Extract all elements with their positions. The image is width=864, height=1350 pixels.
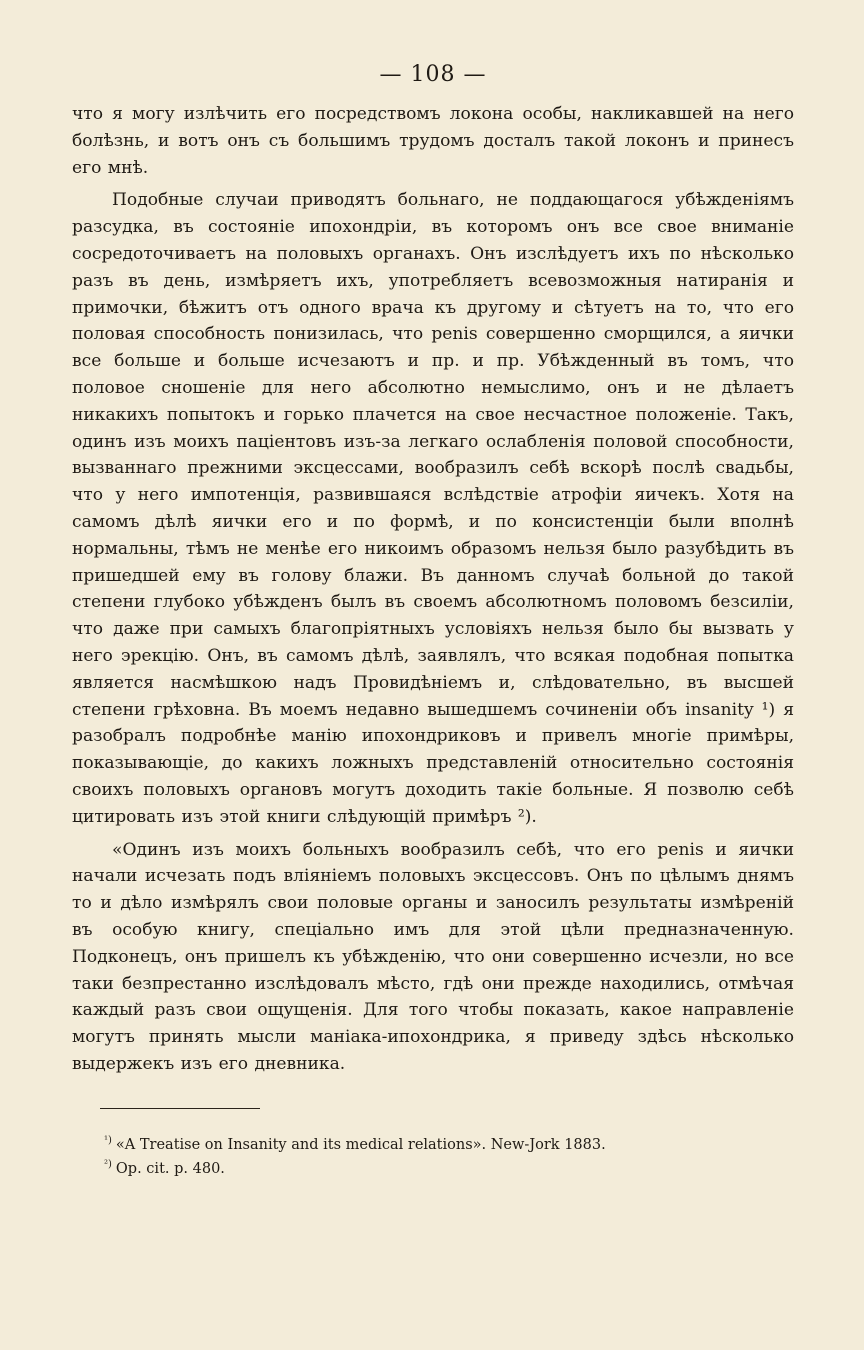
footnote-text: «A Treatise on Insanity and its medical relations». New-Jork 1883. — [115, 1136, 606, 1153]
paragraph-1: что я могу излѣчить его посредствомъ локона особы, накликавшей на него болѣзнь, и вотъ онъ съ большимъ трудомъ досталъ такой локонъ и принесъ его мнѣ. — [72, 104, 794, 178]
footnote-1 — [104, 1131, 794, 1155]
page-number: — 108 — — [379, 62, 487, 87]
footnote-divider — [100, 1108, 260, 1109]
paragraph-2: Подобные случаи приводятъ больнаго, не поддающагося убѣжденіямъ разсудка, въ состояніе ипохондріи, въ которомъ онъ все свое вниманіе сосредоточиваетъ на половыхъ органахъ. Онъ изслѣдуетъ ихъ по нѣсколько разъ въ день, измѣряетъ ихъ, употребляетъ всевозможныя натиранія и примочки, бѣжитъ отъ одного врача къ другому и сѣтуетъ на то, что его половая способность понизилась, что penis совершенно сморщился, а яички все больше и больше исчезаютъ и пр. и пр. Убѣжденный въ томъ, что половое сношеніе для него абсолютно немыслимо, онъ и не дѣлаетъ никакихъ попытокъ и горько плачется на свое несчастное положеніе. Такъ, одинъ изъ моихъ паціентовъ изъ-за легкаго ослабленія половой способности, вызваннаго прежними эксцессами, вообразилъ себѣ вскорѣ послѣ свадьбы, что у него импотенція, развившаяся вслѣдствіе атрофіи яичекъ. Хотя на самомъ дѣлѣ яички его и по формѣ, и по консистенціи были вполнѣ нормальны, тѣмъ не менѣе его никоимъ образомъ нельзя было разубѣдить въ пришедшей ему въ голову блажи. Въ данномъ случаѣ больной до такой степени глубоко убѣжденъ былъ въ своемъ абсолютномъ половомъ безсиліи, что даже при самыхъ благопріятныхъ условіяхъ нельзя было бы вызвать у него эрекцію. Онъ, въ самомъ дѣлѣ, заявлялъ, что всякая подобная попытка является насмѣшкою надъ Провидѣніемъ и, слѣдовательно, въ высшей степени грѣховна. Въ моемъ недавно вышедшемъ сочиненіи объ insanity ¹) я разобралъ подробнѣе манію ипохондриковъ и привелъ многіе примѣры, показывающіе, до какихъ ложныхъ представленій относительно состоянія своихъ половыхъ органовъ могутъ доходить такіе больные. Я позволю себѣ цитировать изъ этой книги слѣдующій примѣръ ²). — [72, 190, 794, 827]
footnote-2 — [104, 1155, 794, 1179]
footnote-mark: ¹) — [104, 1134, 112, 1146]
footnote-text: Op. cit. p. 480. — [115, 1160, 225, 1177]
paragraph-3: «Одинъ изъ моихъ больныхъ вообразилъ себѣ, что его penis и яички начали исчезать подъ вліяніемъ половыхъ эксцессовъ. Онъ по цѣлымъ днямъ то и дѣло измѣрялъ свои половые органы и заносилъ результаты измѣреній въ особую книгу, спеціально имъ для этой цѣли предназначенную. Подконецъ, онъ пришелъ къ убѣжденію, что они совершенно исчезли, но все таки безпрестанно изслѣдовалъ мѣсто, гдѣ они прежде находились, отмѣчая каждый разъ свои ощущенія. Для того чтобы показать, какое направленіе могутъ принять мысли маніака-ипохондрика, я приведу здѣсь нѣсколько выдержекъ изъ его дневника. — [72, 839, 794, 1074]
body-text — [72, 101, 794, 1078]
footnote-mark: ²) — [104, 1158, 112, 1170]
